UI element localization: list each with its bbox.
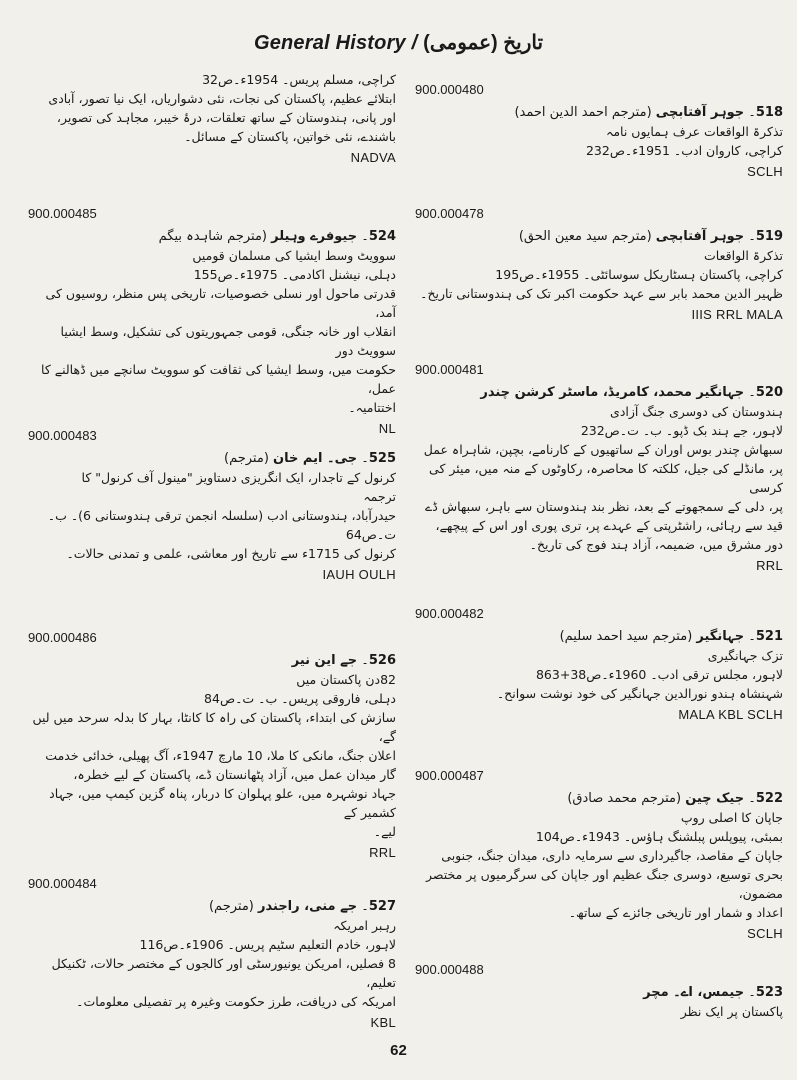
library-code: MALA KBL SCLH xyxy=(678,707,783,722)
entry-body xyxy=(415,383,783,554)
entry-line: رہبر امریکہ xyxy=(333,918,396,933)
entry-line: کراچی، مسلم پریس۔ 1954ء۔ص32 xyxy=(202,72,396,87)
entry-body xyxy=(415,103,783,160)
accession-number: 900.000480 xyxy=(415,82,484,97)
entry-line: پر، مانڈلے کی جیل، کلکتہ کا محاصرہ، رکاوٹوں کے منہ میں، میئر کی کرسی xyxy=(429,461,783,495)
entry-line: دور مشرق میں، ضمیمہ، آزاد ہند فوج کی تاریخ۔ xyxy=(529,537,783,552)
entry-number: 526 xyxy=(368,653,396,668)
library-code: RRL xyxy=(756,558,783,573)
library-code: KBL xyxy=(370,1015,396,1030)
entry-line: تذکرۃ الواقعات عرف ہمایوں نامہ xyxy=(606,124,783,139)
entry-author: جیمس، اے۔ مچر xyxy=(643,985,745,1000)
entry-heading: 526۔ جے این نیر xyxy=(291,653,396,668)
entry-line: تذکرۃ الواقعات xyxy=(704,248,783,263)
entry-number: 525 xyxy=(368,451,396,466)
entry-body xyxy=(28,70,396,146)
entry-line: کرنول کے تاجدار، ایک انگریزی دستاویز "مینول آف کرنول" کا xyxy=(81,470,396,485)
accession-number: 900.000485 xyxy=(28,206,97,221)
catalog-entry-520 xyxy=(415,362,783,573)
entry-number: 518 xyxy=(755,105,783,120)
entry-line: تزک جہانگیری xyxy=(707,648,783,663)
entry-line: کراچی، پاکستان ہسٹاریکل سوسائٹی۔ 1955ء۔ص195 xyxy=(495,267,783,282)
page-number: 62 xyxy=(390,1042,407,1059)
entry-line: ت۔ص64 xyxy=(345,527,396,542)
entry-heading: 524۔ جیوفرے وہیلر (مترجم شاہدہ بیگم xyxy=(158,229,396,244)
catalog-entry-522 xyxy=(415,768,783,941)
entry-line: سبھاش چندر بوس اوران کے ساتھیوں کے کارنامے، بچپن، شاہراہ عمل xyxy=(423,442,783,457)
library-code: SCLH xyxy=(747,926,783,941)
entry-line: جاپان کے مقاصد، جاگیرداری سے سرمایہ داری، میدان جنگ، جنوبی xyxy=(441,848,783,863)
entry-line: اور پانی، ہندوستان کے ساتھ تعلقات، درۂ خیبر، مجاہد کی تصویر، xyxy=(56,110,396,125)
entry-line: دہلی، نیشنل اکادمی۔ 1975ء۔ص155 xyxy=(193,267,396,282)
entry-line: ہندوستان کی دوسری جنگ آزادی xyxy=(610,404,783,419)
continued-entry xyxy=(28,70,396,165)
entry-heading: 521۔ جہانگیر (مترجم سید احمد سلیم) xyxy=(559,629,783,644)
entry-heading: 518۔ جوہر آفتابچی (مترجم احمد الدین احمد) xyxy=(514,105,783,120)
page-header xyxy=(0,30,797,55)
entry-translator: (مترجم) xyxy=(224,451,269,466)
catalog-entry-521 xyxy=(415,606,783,722)
entry-heading: 527۔ جے منی، راجندر (مترجم) xyxy=(208,899,396,914)
entry-author: جے این نیر xyxy=(291,653,358,668)
entry-heading: 520۔ جہانگیر محمد، کامریڈ، ماسٹر کرشن چندر xyxy=(480,385,783,400)
library-code: IIIS RRL MALA xyxy=(691,307,783,322)
entry-line: بحری توسیع، دوسری جنگ عظیم اور جاپان کی سرگرمیوں پر مختصر مضمون، xyxy=(426,867,783,901)
entry-line: لاہور، جے ہند بک ڈپو۔ ب۔ ت۔ص232 xyxy=(580,423,783,438)
entry-line: 82دن پاکستان میں xyxy=(296,672,396,687)
entry-author: جہانگیر محمد، کامریڈ، ماسٹر کرشن چندر xyxy=(480,385,745,400)
entry-author: جوہر آفتابچی xyxy=(655,229,745,244)
entry-body xyxy=(28,227,396,417)
catalog-entry-524 xyxy=(28,206,396,436)
entry-author: جوہر آفتابچی xyxy=(655,105,745,120)
entry-translator: (مترجم) xyxy=(208,899,254,914)
entry-line: قید سے رہائی، راشٹرپتی کے عہدے پر، تری پوری اور اس کے پیچھے، xyxy=(435,518,783,533)
accession-number: 900.000483 xyxy=(28,428,97,443)
accession-number: 900.000488 xyxy=(415,962,484,977)
entry-line: پر، دلی کے سمجھوتے کے بعد، نظر بند ہندوستان سے باہر، سبھاش ڈے xyxy=(424,499,783,514)
catalog-entry-519 xyxy=(415,206,783,322)
entry-author: جے منی، راجندر xyxy=(258,899,358,914)
entry-number: 522 xyxy=(755,791,783,806)
entry-body xyxy=(28,897,396,1011)
entry-body xyxy=(415,227,783,303)
library-code: SCLH xyxy=(747,164,783,179)
entry-line: کرنول کی 1715ء سے تاریخ اور معاشی، علمی و تمدنی حالات۔ xyxy=(66,546,396,561)
entry-line: اعداد و شمار اور تاریخی جائزے کے ساتھ۔ xyxy=(568,905,783,920)
entry-line: 8 فصلیں، امریکن یونیورسٹی اور کالجوں کے مختصر حالات، ٹکنیکل تعلیم، xyxy=(51,956,396,990)
accession-number: 900.000478 xyxy=(415,206,484,221)
entry-body xyxy=(415,627,783,703)
entry-line: لیے۔ xyxy=(373,824,396,839)
entry-author: جیوفرے وہیلر xyxy=(271,229,358,244)
entry-line: ابتلائے عظیم، پاکستان کی نجات، نئی دشواریاں، ایک نیا تصور، آبادی xyxy=(48,91,396,106)
header-english: General History / xyxy=(253,32,418,54)
entry-line: شہنشاہ ہندو نورالدین جہانگیر کی خود نوشت سوانح۔ xyxy=(496,686,783,701)
entry-line: پاکستان پر ایک نظر xyxy=(680,1004,783,1019)
entry-author: جی۔ ایم خان xyxy=(273,451,358,466)
entry-line: دہلی، فاروقی پریس۔ ب۔ ت۔ص84 xyxy=(204,691,396,706)
entry-number: 524 xyxy=(368,229,396,244)
entry-number: 521 xyxy=(755,629,783,644)
entry-body xyxy=(28,449,396,563)
entry-line: انقلاب اور خانہ جنگی، قومی جمہوریتوں کی تشکیل، وسط ایشیا سوویٹ دور xyxy=(60,324,396,358)
entry-line: اختتامیہ۔ xyxy=(348,400,396,415)
entry-line: بمبئی، پیوپلس پبلشنگ ہاؤس۔ 1943ء۔ص104 xyxy=(535,829,783,844)
accession-number: 900.000481 xyxy=(415,362,484,377)
entry-number: 519 xyxy=(755,229,783,244)
entry-line: اعلان جنگ، مانکی کا ملا، 10 مارچ 1947ء، آگ پھیلی، خدائی خدمت xyxy=(45,748,396,763)
entry-body xyxy=(415,789,783,922)
catalog-entry-527 xyxy=(28,876,396,1030)
entry-heading: 523۔ جیمس، اے۔ مچر xyxy=(643,985,783,1000)
entry-number: 520 xyxy=(755,385,783,400)
entry-line: جہاد نوشہرہ میں، علو پہلوان کا دربار، پناہ گزین کیمپ میں، جہاد کشمیر کے xyxy=(49,786,396,820)
entry-line: باشندے، نئی خواتین، پاکستان کے مسائل۔ xyxy=(184,129,396,144)
catalog-entry-525 xyxy=(28,428,396,582)
entry-line: ترجمہ xyxy=(363,489,396,504)
accession-number: 900.000487 xyxy=(415,768,484,783)
entry-translator: (مترجم سید احمد سلیم) xyxy=(559,629,693,644)
accession-number: 900.000486 xyxy=(28,630,97,645)
entry-line: حکومت میں، وسط ایشیا کی ثقافت کو سوویٹ سانچے میں ڈھالنے کا عمل، xyxy=(41,362,396,396)
entry-line: ظہیر الدین محمد بابر سے عہد حکومت اکبر تک کی ہندوستانی تاریخ۔ xyxy=(420,286,783,301)
entry-line: سازش کی ابتداء، پاکستان کی راہ کا کانٹا، بہار کا بدلہ سرحد میں لیں گے، xyxy=(32,710,396,744)
entry-translator: (مترجم احمد الدین احمد) xyxy=(514,105,652,120)
entry-line: گار میدان عمل میں، آزاد پٹھانستان ڈے، پاکستان کے لیے خطرہ، xyxy=(73,767,396,782)
entry-line: قدرتی ماحول اور نسلی خصوصیات، تاریخی پس منظر، روسیوں کی آمد، xyxy=(45,286,396,320)
entry-line: کراچی، کاروان ادب۔ 1951ء۔ص232 xyxy=(585,143,783,158)
entry-heading: 519۔ جوہر آفتابچی (مترجم سید معین الحق) xyxy=(518,229,783,244)
entry-line: حیدرآباد، ہندوستانی ادب (سلسلہ انجمن ترقی ہندوستانی 6)۔ ب۔ xyxy=(47,508,396,523)
entry-body xyxy=(415,983,783,1021)
accession-number: 900.000484 xyxy=(28,876,97,891)
entry-translator: (مترجم سید معین الحق) xyxy=(518,229,652,244)
entry-line: جاپان کا اصلی روپ xyxy=(680,810,783,825)
entry-heading: 522۔ جیک چین (مترجم محمد صادق) xyxy=(567,791,783,806)
entry-author: جیک چین xyxy=(685,791,745,806)
entry-author: جہانگیر xyxy=(696,629,745,644)
entry-body xyxy=(28,651,396,841)
entry-line: لاہور، خادم التعلیم سٹیم پریس۔ 1906ء۔ص116 xyxy=(139,937,396,952)
header-urdu: تاریخ (عمومی) xyxy=(423,32,544,54)
entry-number: 527 xyxy=(368,899,396,914)
entry-line: لاہور، مجلس ترقی ادب۔ 1960ء۔ص38+863 xyxy=(535,667,783,682)
library-code: RRL xyxy=(369,845,396,860)
accession-number: 900.000482 xyxy=(415,606,484,621)
library-code: NADVA xyxy=(350,150,396,165)
entry-translator: (مترجم محمد صادق) xyxy=(567,791,682,806)
entry-line: امریکہ کی دریافت، طرز حکومت وغیرہ پر تفصیلی معلومات۔ xyxy=(76,994,396,1009)
catalog-entry-518 xyxy=(415,82,783,179)
catalog-entry-526 xyxy=(28,630,396,860)
entry-line: سوویٹ وسط ایشیا کی مسلمان قومیں xyxy=(192,248,396,263)
catalog-entry-523 xyxy=(415,962,783,1021)
entry-heading: 525۔ جی۔ ایم خان (مترجم) xyxy=(224,451,396,466)
library-code: IAUH OULH xyxy=(322,567,396,582)
entry-number: 523 xyxy=(755,985,783,1000)
entry-translator: (مترجم شاہدہ بیگم xyxy=(158,229,267,244)
library-code: NL xyxy=(378,421,396,436)
